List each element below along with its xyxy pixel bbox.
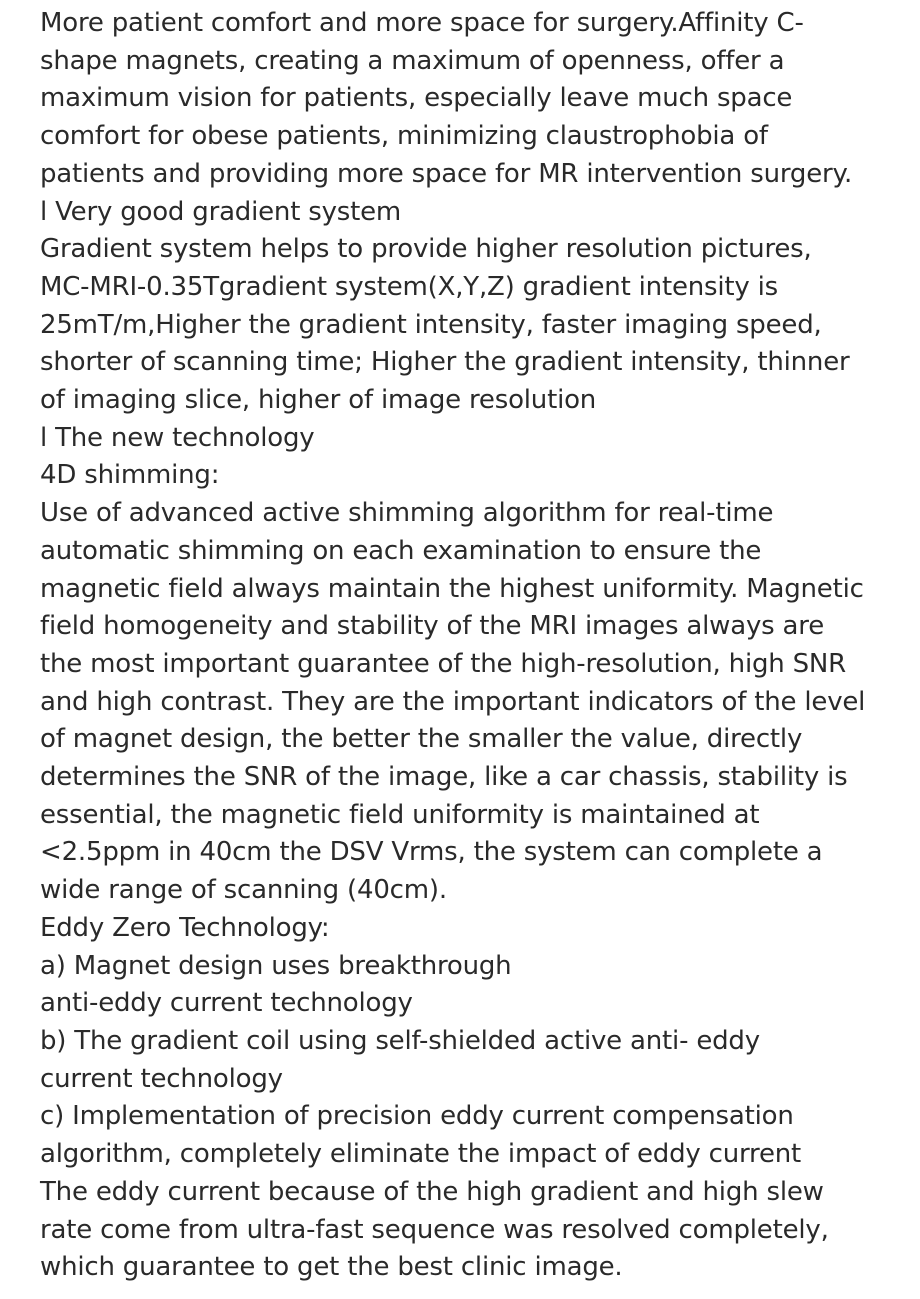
text-line: algorithm, completely eliminate the impact of eddy current (40, 1139, 802, 1170)
text-line: essential, the magnetic field uniformity is maintained at (40, 799, 760, 830)
text-line: determines the SNR of the image, like a car chassis, stability is (40, 762, 848, 793)
section-heading-new-technology: l The new technology (40, 422, 315, 453)
text-line: shorter of scanning time; Higher the gradient intensity, thinner (40, 347, 850, 378)
text-line: of magnet design, the better the smaller the value, directly (40, 724, 803, 755)
text-line: Use of advanced active shimming algorithm for real-time (40, 498, 774, 529)
text-line: More patient comfort and more space for surgery.Affinity C- (40, 8, 804, 38)
subheading-4d-shimming: 4D shimming: (40, 460, 220, 491)
text-line: automatic shimming on each examination to ensure the (40, 535, 762, 566)
text-line: wide range of scanning (40cm). (40, 875, 447, 906)
text-line: MC-MRI-0.35Tgradient system(X,Y,Z) gradient intensity is (40, 271, 779, 302)
text-line: current technology (40, 1063, 283, 1094)
list-item-b: b) The gradient coil using self-shielded active anti- eddy (40, 1025, 760, 1056)
text-line: maximum vision for patients, especially leave much space (40, 83, 793, 114)
text-line: The eddy current because of the high gradient and high slew (40, 1176, 824, 1207)
text-line: anti-eddy current technology (40, 988, 413, 1019)
text-line: field homogeneity and stability of the MRI images always are (40, 611, 824, 642)
list-item-a: a) Magnet design uses breakthrough (40, 950, 512, 981)
text-line: and high contrast. They are the important indicators of the level (40, 686, 866, 717)
text-line: of imaging slice, higher of image resolution (40, 385, 597, 416)
subheading-eddy-zero: Eddy Zero Technology: (40, 912, 330, 943)
text-line: magnetic field always maintain the highest uniformity. Magnetic (40, 573, 864, 604)
text-line: shape magnets, creating a maximum of openness, offer a (40, 45, 785, 76)
text-line: Gradient system helps to provide higher resolution pictures, (40, 234, 812, 265)
section-heading-gradient: l Very good gradient system (40, 196, 402, 227)
text-line: patients and providing more space for MR intervention surgery. (40, 158, 853, 189)
text-line: comfort for obese patients, minimizing claustrophobia of (40, 121, 768, 152)
text-line: 25mT/m,Higher the gradient intensity, faster imaging speed, (40, 309, 822, 340)
text-line: rate come from ultra-fast sequence was resolved completely, (40, 1214, 829, 1245)
text-line: which guarantee to get the best clinic image. (40, 1252, 623, 1283)
text-line: <2.5ppm in 40cm the DSV Vrms, the system can complete a (40, 837, 823, 868)
list-item-c: c) Implementation of precision eddy current compensation (40, 1101, 794, 1132)
text-line: the most important guarantee of the high-resolution, high SNR (40, 648, 847, 679)
